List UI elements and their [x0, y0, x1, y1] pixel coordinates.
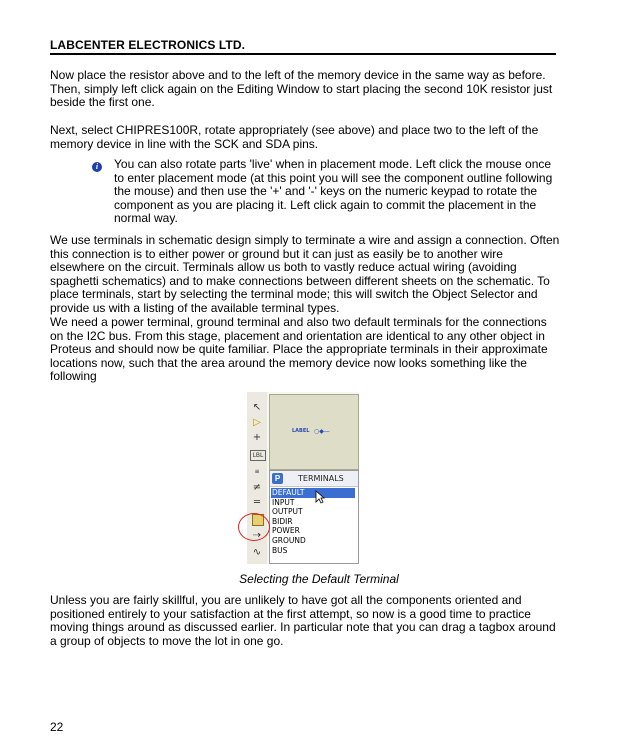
selection-mode-icon[interactable]: ↖	[252, 402, 262, 413]
header-rule	[50, 53, 556, 55]
subcircuit-icon[interactable]: ═	[253, 497, 261, 508]
graph-mode-icon[interactable]: ∿	[252, 547, 262, 558]
selector-title: TERMINALS	[298, 474, 344, 483]
document-header: LABCENTER ELECTRONICS LTD.	[50, 38, 246, 52]
terminal-item-default[interactable]: DEFAULT	[271, 488, 355, 498]
paragraph-chipres: Next, select CHIPRES100R, rotate appropriately (see above) and place two to the left of the memory device in line with the SCK and SDA pins.	[50, 123, 539, 151]
paragraph-terminals-intro: We use terminals in schematic design simply to terminate a wire and assign a connection. Often this connection is to either power or ground but it can just as easily be to another wire elsewhere on the circuit. Terminals allow us both to vastly reduce actual wiring (avoiding spaghetti schematics) and to make connections between different sheets on the schematic. To place terminals, start by selecting the terminal mode; this will switch the Object Selector and provide us with a listing of the available terminal types.	[50, 233, 560, 315]
preview-pin-icon: ○◆—	[314, 428, 330, 435]
terminal-item-bidir[interactable]: BIDIR	[272, 516, 293, 526]
page-number: 22	[50, 720, 64, 734]
preview-label-text: LABEL	[292, 428, 310, 434]
paragraph-place-resistor: Now place the resistor above and to the left of the memory device in the same way as before. Then, simply left click again on the Editing Window to start placing the second 10K resistor just beside the first one.	[50, 68, 553, 110]
figure-caption: Selecting the Default Terminal	[239, 572, 399, 586]
device-pins-icon[interactable]: ⇢	[252, 530, 262, 541]
highlight-circle	[238, 513, 270, 541]
buses-icon[interactable]: ≠	[252, 482, 262, 493]
object-selector	[269, 470, 359, 564]
terminal-list	[271, 488, 355, 555]
paragraph-practice-moving: Unless you are fairly skillful, you are unlikely to have got all the components oriented and positioned entirely to your satisfaction at the first attempt, so now is a good time to practice moving things around as discussed earlier. In particular note that you can drag a tagbox around a group of objects to move the lot in one go.	[50, 593, 556, 648]
junction-dot-icon[interactable]: +	[252, 432, 262, 443]
terminal-item-ground[interactable]: GROUND	[272, 535, 306, 545]
terminal-item-input[interactable]: INPUT	[272, 497, 295, 507]
terminal-selector-figure	[247, 392, 359, 564]
note-live-rotation: You can also rotate parts 'live' when in placement mode. Left click the mouse once to enter placement mode (at this point you will see the component outline following the mouse) and then use the '+' and '-' keys on the numeric keypad to rotate the component as you are placing it. Left click again to commit the placement in the normal way.	[114, 157, 553, 226]
terminal-item-power[interactable]: POWER	[272, 526, 300, 536]
text-script-icon[interactable]: ≡	[254, 468, 260, 475]
terminal-item-bus[interactable]: BUS	[272, 545, 288, 555]
info-icon: i	[92, 162, 102, 172]
paragraph-terminals-placement: We need a power terminal, ground terminal and also two default terminals for the connections on the I2C bus. From this stage, placement and orientation are identical to any other object in Proteus and should now be quite familiar. Place the appropriate terminals in their approximate locations now, such that the area around the memory device now looks something like the following	[50, 315, 548, 384]
mouse-cursor-icon	[315, 490, 325, 504]
pick-devices-button[interactable]: P	[272, 473, 283, 484]
object-preview	[269, 394, 359, 470]
component-mode-icon[interactable]: ▷	[253, 417, 261, 428]
terminal-item-output[interactable]: OUTPUT	[272, 507, 303, 517]
selector-header	[270, 471, 358, 487]
wire-label-icon[interactable]: LBL	[250, 450, 266, 461]
